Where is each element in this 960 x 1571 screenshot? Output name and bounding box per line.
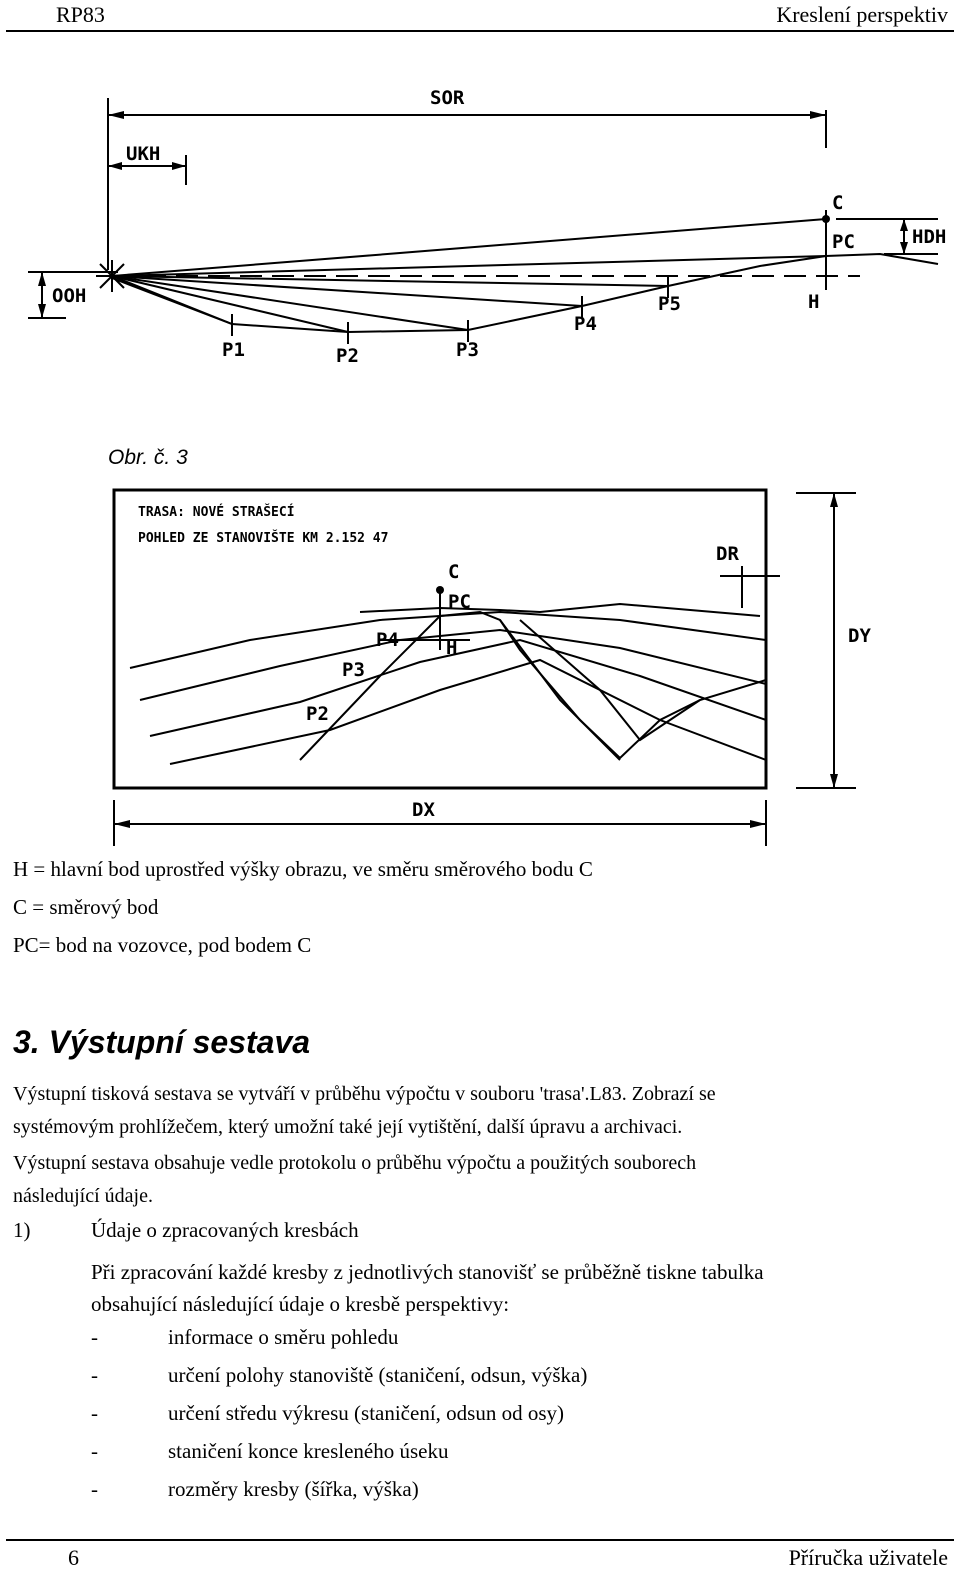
- station-eye-icon: [96, 260, 128, 292]
- header-document-code: RP83: [56, 2, 105, 27]
- label-dx: DX: [412, 799, 435, 821]
- perspective-drawing: [0, 480, 960, 850]
- label-p1: P1: [222, 339, 245, 361]
- list-item-paragraph-line-1: Při zpracování každé kresby z jednotlivých stanovišť se průběžně tiskne tabulka: [91, 1260, 764, 1284]
- drawing-title-line2: POHLED ZE STANOVIŠTE KM 2.152 47: [138, 531, 389, 546]
- label-pc: PC: [832, 231, 855, 253]
- legend-pc: PC= bod na vozovce, pod bodem C: [13, 933, 312, 957]
- terrain-line-3: [150, 640, 766, 736]
- point-c-marker: [822, 215, 830, 223]
- bullet-item: informace o směru pohledu: [168, 1325, 399, 1349]
- legend-c: C = směrový bod: [13, 895, 159, 919]
- label-c: C: [448, 561, 460, 583]
- label-p5: P5: [658, 293, 681, 315]
- dy-arrow-top: [830, 493, 838, 507]
- label-h: H: [446, 637, 458, 659]
- legend-h: H = hlavní bod uprostřed výšky obrazu, ve směru směrového bodu C: [13, 857, 593, 881]
- ooh-arrow-bottom: [38, 304, 46, 318]
- dx-arrow-left: [114, 820, 130, 828]
- drawing-title-line1: TRASA: NOVÉ STRAŠECÍ: [138, 505, 295, 520]
- sight-line-to-c: [112, 219, 826, 276]
- label-ukh: UKH: [126, 143, 161, 165]
- label-h: H: [808, 291, 820, 313]
- label-dr: DR: [716, 543, 739, 565]
- label-ooh: OOH: [52, 285, 87, 307]
- sightline-diagram: [0, 30, 960, 440]
- label-dy: DY: [848, 625, 871, 647]
- label-p4: P4: [376, 629, 399, 651]
- list-item-title: Údaje o zpracovaných kresbách: [91, 1218, 359, 1242]
- dy-arrow-bottom: [830, 774, 838, 788]
- paragraph-2-line-1: Výstupní sestava obsahuje vedle protokolu o průběhu výpočtu a použitých souborech: [13, 1152, 697, 1174]
- label-hdh: HDH: [912, 226, 947, 248]
- list-item-paragraph-line-2: obsahující následující údaje o kresbě perspektivy:: [91, 1292, 510, 1316]
- sor-arrow-right: [810, 111, 826, 119]
- header-chapter-title: Kreslení perspektiv: [776, 2, 948, 27]
- bullet-item: určení polohy stanoviště (staničení, odsun, výška): [168, 1363, 588, 1387]
- section-heading: 3. Výstupní sestava: [13, 1024, 311, 1060]
- bullet-marker: -: [91, 1325, 98, 1349]
- label-pc: PC: [448, 591, 471, 613]
- dx-arrow-right: [750, 820, 766, 828]
- ooh-arrow-top: [38, 272, 46, 286]
- bullet-marker: -: [91, 1401, 98, 1425]
- bullet-marker: -: [91, 1477, 98, 1501]
- ray-p3: [112, 276, 468, 330]
- bullet-item: staničení konce kresleného úseku: [168, 1439, 449, 1463]
- ukh-arrow-right: [172, 162, 186, 170]
- bullet-item: rozměry kresby (šířka, výška): [168, 1477, 419, 1501]
- label-p2: P2: [336, 345, 359, 367]
- bullet-marker: -: [91, 1439, 98, 1463]
- bullet-item: určení středu výkresu (staničení, odsun od osy): [168, 1401, 564, 1425]
- bullet-marker: -: [91, 1363, 98, 1387]
- paragraph-2-line-2: následující údaje.: [13, 1185, 153, 1207]
- ukh-arrow-left: [108, 162, 122, 170]
- label-p2: P2: [306, 703, 329, 725]
- sor-arrow-left: [108, 111, 124, 119]
- label-p3: P3: [342, 659, 365, 681]
- ray-pc: [112, 256, 826, 276]
- page-number: 6: [68, 1545, 79, 1570]
- paragraph-1-line-1: Výstupní tisková sestava se vytváří v průběhu výpočtu v souboru 'trasa'.L83. Zobrazí se: [13, 1083, 716, 1105]
- point-c-marker: [436, 586, 444, 594]
- label-p3: P3: [456, 339, 479, 361]
- horizon-line: [360, 604, 760, 616]
- footer-rule: [6, 1539, 954, 1541]
- figure-caption: Obr. č. 3: [108, 446, 188, 469]
- label-p4: P4: [574, 313, 597, 335]
- footer-document-title: Příručka uživatele: [788, 1545, 948, 1570]
- paragraph-1-line-2: systémovým prohlížečem, který umožní také její vytištění, další úpravu a archivaci.: [13, 1116, 683, 1138]
- list-item-number: 1): [13, 1218, 31, 1242]
- hdh-arrow-bottom: [900, 242, 908, 254]
- label-c: C: [832, 192, 844, 214]
- road-right-edge: [500, 620, 766, 758]
- hdh-arrow-top: [900, 219, 908, 231]
- label-sor: SOR: [430, 87, 465, 109]
